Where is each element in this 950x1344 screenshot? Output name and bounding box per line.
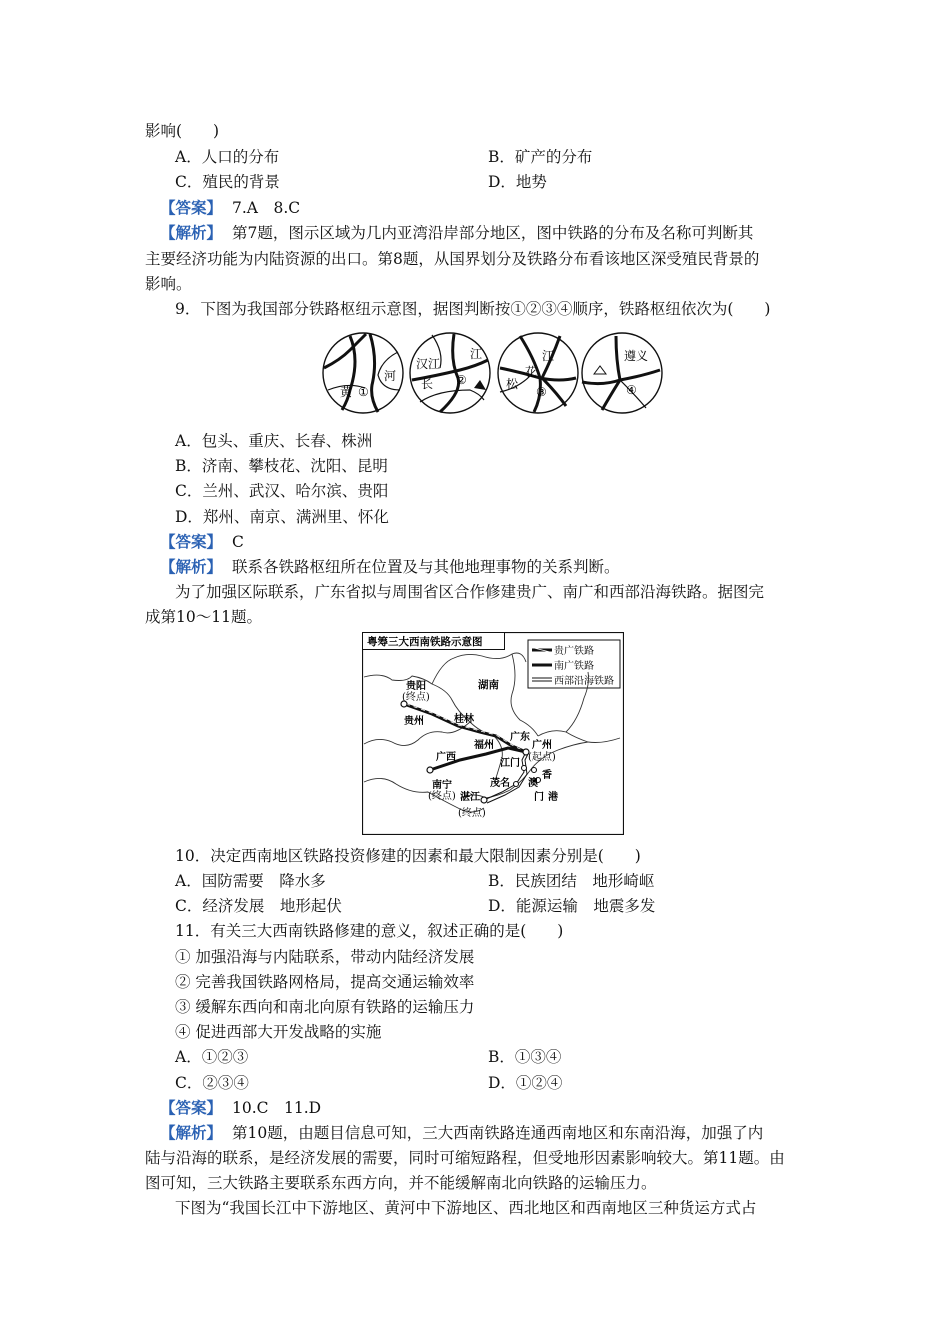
map-label: 港 <box>548 792 558 803</box>
explanation-tag: 【解析】 <box>160 557 223 576</box>
map-label: 福州 <box>474 740 494 751</box>
map-label: 广东 <box>510 732 530 743</box>
answer-text: C <box>232 533 244 551</box>
option-d: D．①②④ <box>488 1074 563 1092</box>
answer-tag: 【答案】 <box>160 1098 223 1117</box>
question-stem-tail: 影响( ) <box>145 122 220 140</box>
hub-circle-2 <box>410 333 490 413</box>
statement-3: ③ 缓解东西向和南北向原有铁路的运输压力 <box>175 998 475 1016</box>
fig-label: 黄 <box>340 385 353 399</box>
option-a: A．人口的分布 <box>175 148 280 166</box>
legend-label: 贵广铁路 <box>554 646 594 657</box>
fig-label: 汉江 <box>416 357 441 371</box>
option-c: C．兰州、武汉、哈尔滨、贵阳 <box>175 482 389 500</box>
map-label: 桂林 <box>454 714 474 725</box>
question-9-stem: 9．下图为我国部分铁路枢纽示意图，据图判断按①②③④顺序，铁路枢纽依次为( ) <box>175 300 771 318</box>
fig-label: 江 <box>542 349 555 363</box>
map-label: (终点) <box>458 808 486 819</box>
fig-label: ② <box>456 373 467 387</box>
map-label: 香 <box>542 770 552 781</box>
fig-label: 江 <box>470 347 483 361</box>
map-label: 澳 <box>528 778 538 789</box>
option-b: B．民族团结 地形崎岖 <box>488 872 655 890</box>
answer-tag: 【答案】 <box>160 198 223 217</box>
question-11-stem: 11．有关三大西南铁路修建的意义，叙述正确的是( ) <box>175 922 564 940</box>
map-label: 贵州 <box>404 716 424 727</box>
option-c: C．经济发展 地形起伏 <box>175 897 342 915</box>
intro-10-line2: 成第10～11题。 <box>145 608 262 626</box>
explanation-text: 第10题，由题目信息可知，三大西南铁路连通西南地区和东南沿海，加强了内 <box>232 1124 764 1142</box>
option-d: D．能源运输 地震多发 <box>488 897 656 915</box>
map-legend <box>528 640 620 688</box>
fig-label: 河 <box>384 369 397 383</box>
map-label: (终点) <box>402 692 430 703</box>
explanation-78-line2: 主要经济功能为内陆资源的出口。第8题，从国界划分及铁路分布看该地区深受殖民背景的 <box>145 250 760 268</box>
map-label: 广州 <box>532 740 552 751</box>
answer-text: 7.A 8.C <box>232 199 301 217</box>
map-label: (起点) <box>528 752 556 763</box>
answer-text: 10.C 11.D <box>232 1099 322 1117</box>
map-title: 粤筹三大西南铁路示意图 <box>367 636 483 648</box>
hub-circle-3 <box>498 333 578 413</box>
explanation-tag: 【解析】 <box>160 1123 223 1142</box>
map-label: 门 <box>534 792 544 803</box>
explanation-tag: 【解析】 <box>160 223 223 242</box>
explanation-78-line3: 影响。 <box>145 275 192 293</box>
explanation-10-11-line2: 陆与沿海的联系，是经济发展的需要，同时可缩短路程，但受地形因素影响较大。第11题。由 <box>145 1149 785 1167</box>
map-label: 南宁 <box>432 780 452 791</box>
fig-label: 松 <box>506 377 519 391</box>
southwest-railway-map <box>362 632 624 835</box>
legend-label: 南广铁路 <box>554 661 594 672</box>
answer-9 <box>160 532 244 552</box>
fig-label: 花 <box>525 365 538 379</box>
option-b: B．矿产的分布 <box>488 148 593 166</box>
fig-label: ④ <box>626 383 637 397</box>
answer-10-11 <box>160 1098 321 1118</box>
fig-label: ③ <box>536 385 547 399</box>
explanation-9 <box>160 557 620 577</box>
map-label: 江门 <box>500 758 520 769</box>
hub-circle-4 <box>582 333 662 413</box>
statement-4: ④ 促进西部大开发战略的实施 <box>175 1023 382 1041</box>
map-label: 湖南 <box>478 679 499 691</box>
explanation-text: 第7题，图示区域为几内亚湾沿岸部分地区，图中铁路的分布及名称可判断其 <box>232 224 754 242</box>
map-label: 湛江 <box>460 792 480 803</box>
option-a: A．①②③ <box>175 1048 249 1066</box>
explanation-text: 联系各铁路枢纽所在位置及与其他地理事物的关系判断。 <box>232 558 620 576</box>
legend-label: 西部沿海铁路 <box>554 676 614 687</box>
map-label: 广西 <box>436 752 456 763</box>
hub-circle-1 <box>323 333 403 413</box>
map-label: 茂名 <box>490 778 510 789</box>
answer-78 <box>160 198 300 218</box>
railway-hub-figure <box>320 330 665 416</box>
explanation-10-11-line1 <box>160 1123 763 1143</box>
option-d: D．地势 <box>488 173 547 191</box>
fig-label: ① <box>358 385 369 399</box>
explanation-78-line1 <box>160 223 753 243</box>
option-c: C．②③④ <box>175 1074 249 1092</box>
question-10-stem: 10．决定西南地区铁路投资修建的因素和最大限制因素分别是( ) <box>175 847 641 865</box>
option-b: B．①③④ <box>488 1048 562 1066</box>
map-label: (终点) <box>428 791 456 802</box>
option-a: A．包头、重庆、长春、株洲 <box>175 432 373 450</box>
option-a: A．国防需要 降水多 <box>175 872 326 890</box>
intro-12-line1: 下图为“我国长江中下游地区、黄河中下游地区、西北地区和西南地区三种货运方式占 <box>175 1199 757 1217</box>
option-c: C．殖民的背景 <box>175 173 280 191</box>
map-label: 贵阳 <box>406 681 426 692</box>
statement-2: ② 完善我国铁路网格局，提高交通运输效率 <box>175 973 475 991</box>
intro-10-line1: 为了加强区际联系，广东省拟与周围省区合作修建贵广、南广和西部沿海铁路。据图完 <box>175 583 765 601</box>
explanation-10-11-line3: 图可知，三大铁路主要联系东西方向，并不能缓解南北向铁路的运输压力。 <box>145 1174 657 1192</box>
statement-1: ① 加强沿海与内陆联系，带动内陆经济发展 <box>175 948 475 966</box>
answer-tag: 【答案】 <box>160 532 223 551</box>
fig-label: 遵义 <box>624 349 649 363</box>
option-d: D．郑州、南京、满洲里、怀化 <box>175 508 389 526</box>
option-b: B．济南、攀枝花、沈阳、昆明 <box>175 457 388 475</box>
fig-label: 长 <box>421 377 434 391</box>
